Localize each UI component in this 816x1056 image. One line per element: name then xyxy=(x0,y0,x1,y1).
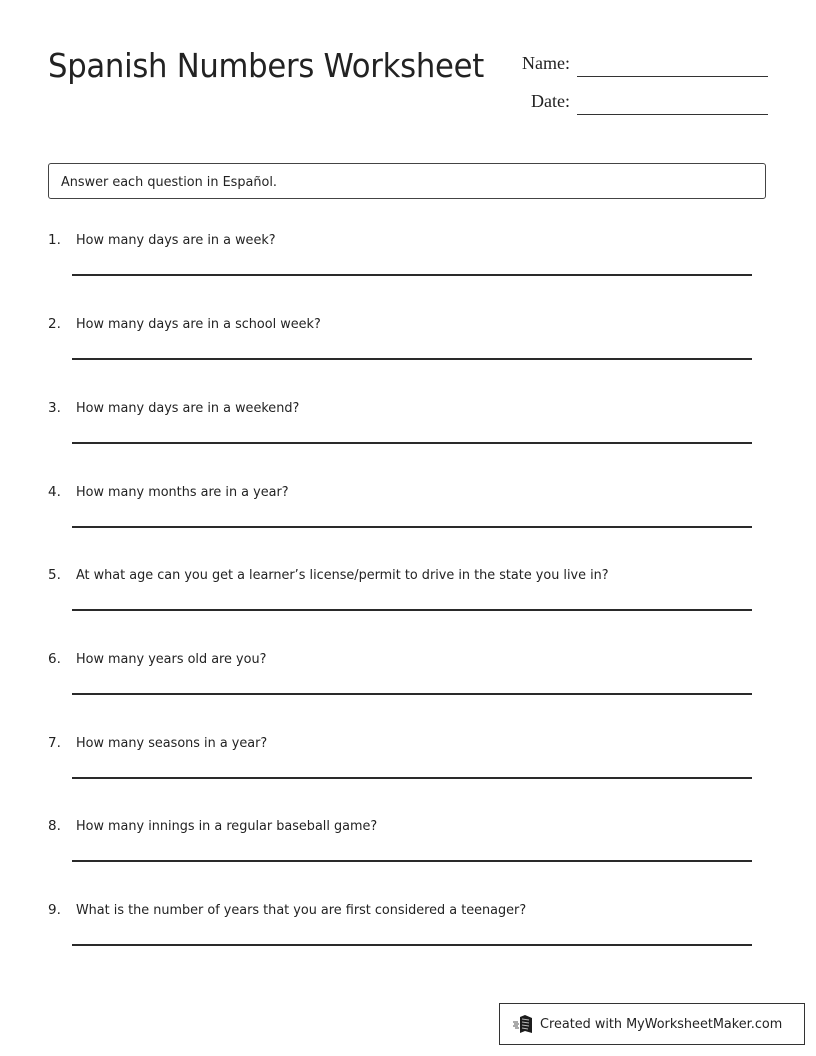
question-number: 4. xyxy=(48,484,61,500)
worksheet-maker-logo-icon xyxy=(512,1013,534,1035)
date-input-line[interactable] xyxy=(577,114,768,115)
answer-line[interactable] xyxy=(72,944,752,946)
question-number: 1. xyxy=(48,232,61,248)
question-text: At what age can you get a learner’s license/permit to drive in the state you live in? xyxy=(76,567,609,583)
question-number: 6. xyxy=(48,651,61,667)
question-text: What is the number of years that you are first considered a teenager? xyxy=(76,902,527,918)
instructions-box xyxy=(48,163,766,199)
question-text: How many days are in a school week? xyxy=(76,316,321,332)
question-number: 7. xyxy=(48,735,61,751)
date-label: Date: xyxy=(531,91,570,111)
answer-line[interactable] xyxy=(72,860,752,862)
question-number: 9. xyxy=(48,902,61,918)
question-number: 8. xyxy=(48,818,61,834)
answer-line[interactable] xyxy=(72,358,752,360)
question-text: How many days are in a weekend? xyxy=(76,400,300,416)
question-number: 5. xyxy=(48,567,61,583)
question-number: 2. xyxy=(48,316,61,332)
answer-line[interactable] xyxy=(72,526,752,528)
name-field xyxy=(500,53,570,75)
name-label: Name: xyxy=(522,53,570,73)
page-title: Spanish Numbers Worksheet xyxy=(48,46,484,85)
instructions-text: Answer each question in Español. xyxy=(61,174,277,190)
answer-line[interactable] xyxy=(72,777,752,779)
answer-line[interactable] xyxy=(72,442,752,444)
question-text: How many years old are you? xyxy=(76,651,267,667)
question-text: How many innings in a regular baseball game? xyxy=(76,818,378,834)
question-text: How many seasons in a year? xyxy=(76,735,268,751)
footer-credit-badge[interactable] xyxy=(499,1003,805,1045)
date-field xyxy=(500,91,570,113)
question-text: How many days are in a week? xyxy=(76,232,276,248)
question-text: How many months are in a year? xyxy=(76,484,289,500)
answer-line[interactable] xyxy=(72,609,752,611)
question-number: 3. xyxy=(48,400,61,416)
answer-line[interactable] xyxy=(72,274,752,276)
answer-line[interactable] xyxy=(72,693,752,695)
name-input-line[interactable] xyxy=(577,76,768,77)
footer-text: Created with MyWorksheetMaker.com xyxy=(540,1016,783,1032)
